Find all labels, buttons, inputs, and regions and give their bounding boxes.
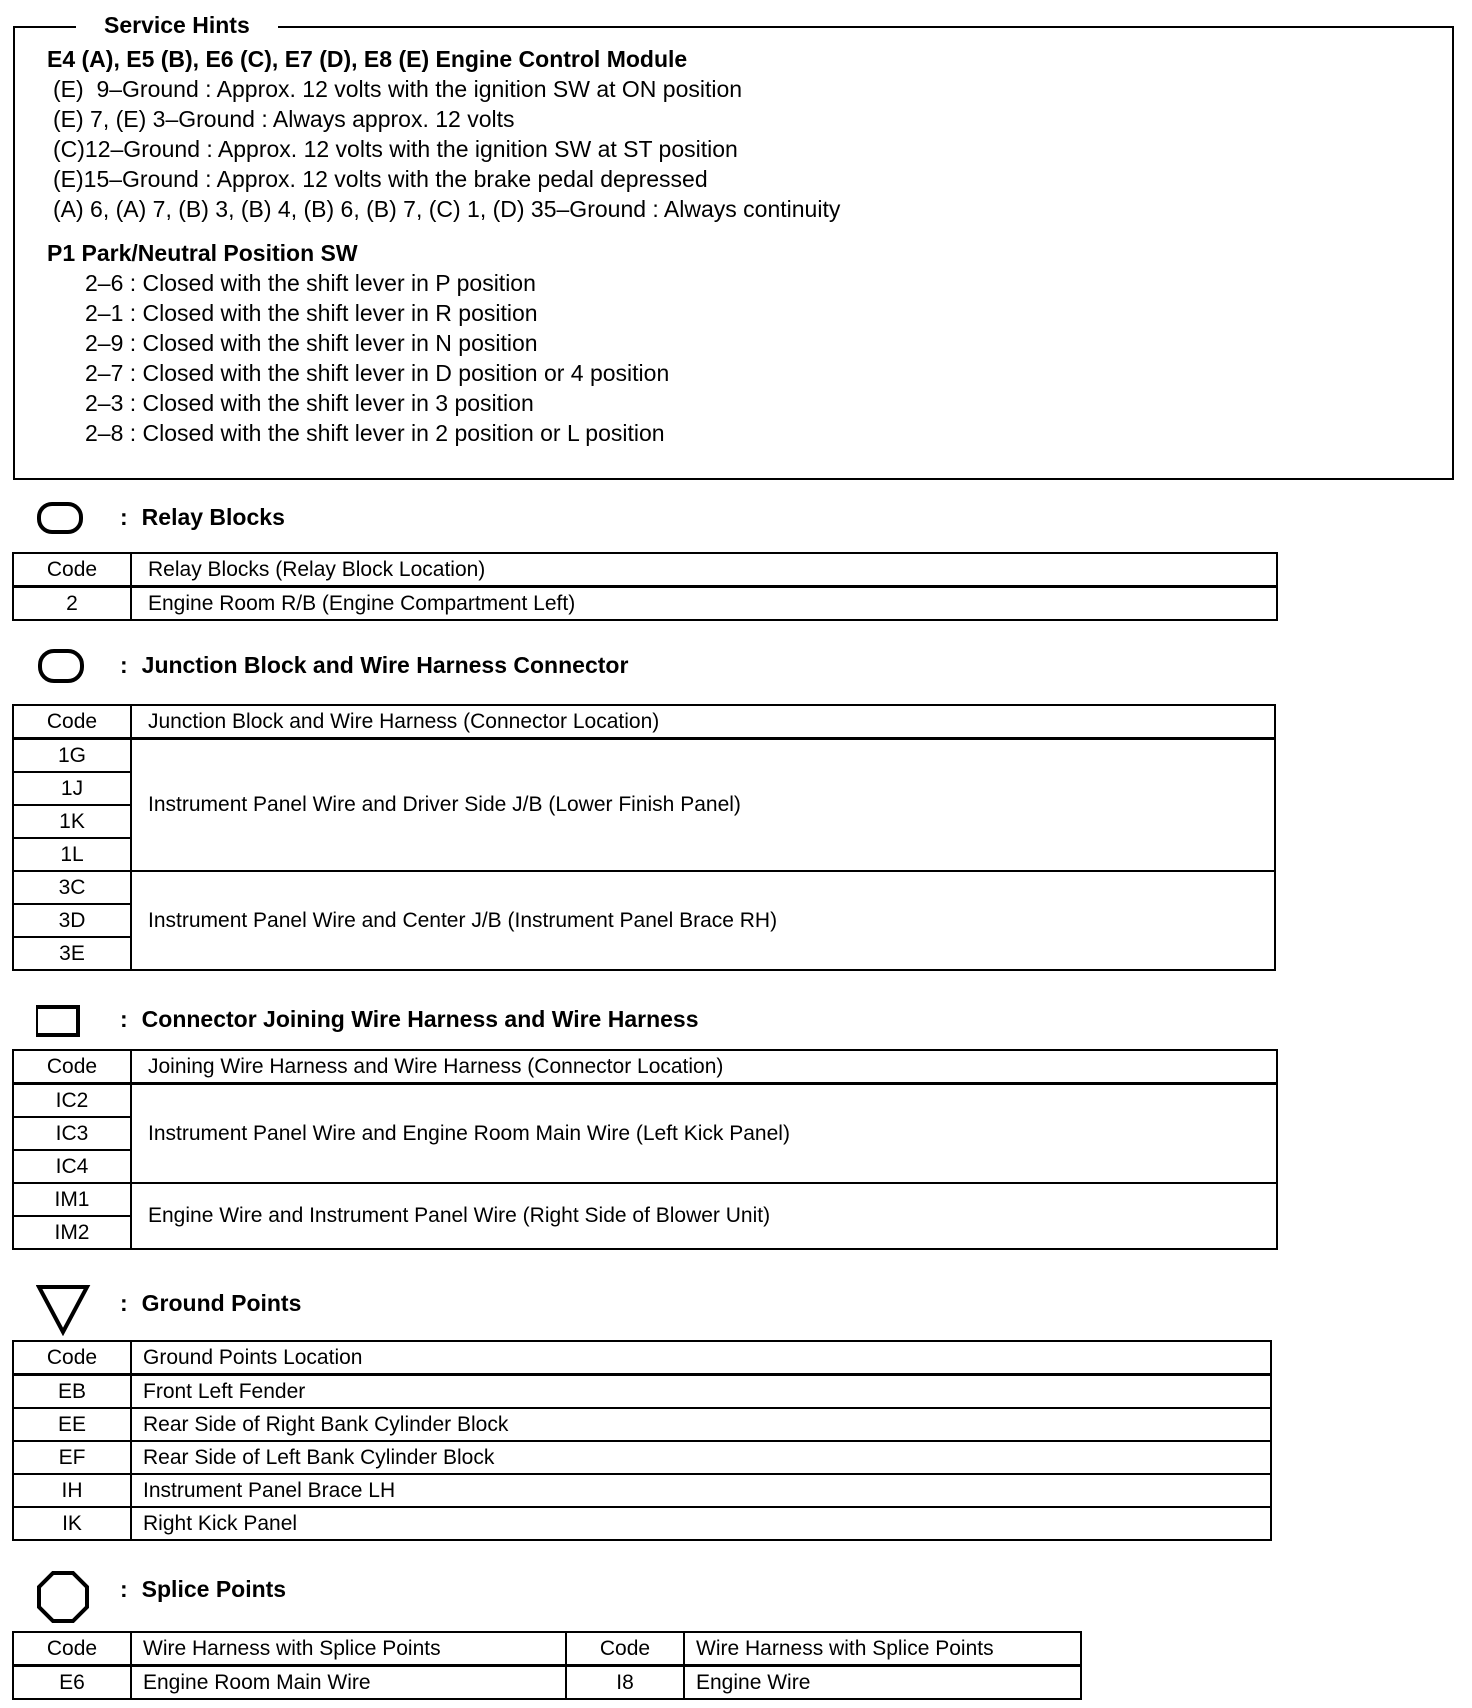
table-header-row — [13, 1632, 1081, 1666]
table-header-row — [13, 1050, 1277, 1084]
code-cell: 3C — [13, 871, 131, 904]
table-header-row — [13, 705, 1275, 739]
harness-cell: Engine Room Main Wire — [131, 1666, 566, 1700]
location-cell: Engine Wire and Instrument Panel Wire (Right Side of Blower Unit) — [131, 1183, 1277, 1249]
relay-blocks-table — [12, 552, 1278, 621]
header-cell: Code — [13, 1632, 131, 1666]
location-cell: Front Left Fender — [131, 1375, 1271, 1409]
pn-switch-hint-line: 2–8 : Closed with the shift lever in 2 position or L position — [85, 420, 665, 446]
code-cell: IC2 — [13, 1084, 131, 1118]
code-cell: E6 — [13, 1666, 131, 1700]
location-cell: Rear Side of Left Bank Cylinder Block — [131, 1441, 1271, 1474]
junction-block-table — [12, 704, 1276, 971]
header-cell: Code — [13, 1341, 131, 1375]
pn-switch-hint-line: 2–1 : Closed with the shift lever in R position — [85, 300, 538, 326]
header-cell: Wire Harness with Splice Points — [131, 1632, 566, 1666]
code-cell: I8 — [566, 1666, 684, 1700]
ground-points-table — [12, 1340, 1272, 1541]
ecm-hint-line: (C)12–Ground : Approx. 12 volts with the ignition SW at ST position — [53, 136, 738, 162]
location-cell: Instrument Panel Wire and Driver Side J/B (Lower Finish Panel) — [131, 739, 1275, 872]
ecm-hint-line: (E) 9–Ground : Approx. 12 volts with the ignition SW at ON position — [53, 76, 743, 102]
ecm-heading: E4 (A), E5 (B), E6 (C), E7 (D), E8 (E) Engine Control Module — [47, 46, 688, 72]
header-cell: Junction Block and Wire Harness (Connector Location) — [131, 705, 1275, 739]
table-row — [13, 587, 1277, 621]
service-hints-body — [47, 44, 840, 448]
relay-block-symbol-icon — [36, 498, 86, 538]
connector-symbol-icon — [36, 1000, 86, 1040]
ecm-hint-line: (A) 6, (A) 7, (B) 3, (B) 4, (B) 6, (B) 7, (C) 1, (D) 35–Ground : Always continuity — [53, 196, 841, 222]
header-cell: Wire Harness with Splice Points — [684, 1632, 1081, 1666]
header-cell: Code — [566, 1632, 684, 1666]
pn-switch-hint-line: 2–6 : Closed with the shift lever in P position — [85, 270, 536, 296]
pn-switch-heading: P1 Park/Neutral Position SW — [47, 240, 358, 266]
header-cell: Code — [13, 1050, 131, 1084]
header-cell: Code — [13, 705, 131, 739]
junction-block-label: Junction Block and Wire Harness Connector — [141, 652, 629, 678]
code-cell: 3E — [13, 937, 131, 970]
location-cell: Instrument Panel Wire and Engine Room Main Wire (Left Kick Panel) — [131, 1084, 1277, 1184]
table-row — [13, 1183, 1277, 1216]
relay-blocks-label: Relay Blocks — [141, 504, 285, 530]
code-cell: IK — [13, 1507, 131, 1540]
header-cell: Ground Points Location — [131, 1341, 1271, 1375]
pn-switch-hint-line: 2–3 : Closed with the shift lever in 3 position — [85, 390, 534, 416]
table-header-row — [13, 1341, 1271, 1375]
location-cell: Rear Side of Right Bank Cylinder Block — [131, 1408, 1271, 1441]
table-row — [13, 1375, 1271, 1409]
table-row — [13, 1474, 1271, 1507]
table-row — [13, 739, 1275, 773]
code-cell: EE — [13, 1408, 131, 1441]
code-cell: 1G — [13, 739, 131, 773]
table-row — [13, 1408, 1271, 1441]
service-hints-title: Service Hints — [76, 8, 278, 42]
header-cell: Code — [13, 553, 131, 587]
code-cell: IM1 — [13, 1183, 131, 1216]
connector-table — [12, 1049, 1278, 1250]
pn-switch-hint-line: 2–7 : Closed with the shift lever in D position or 4 position — [85, 360, 670, 386]
connector-label: Connector Joining Wire Harness and Wire Harness — [141, 1006, 699, 1032]
location-cell: Engine Room R/B (Engine Compartment Left) — [131, 587, 1277, 621]
table-row — [13, 1507, 1271, 1540]
location-cell: Instrument Panel Wire and Center J/B (Instrument Panel Brace RH) — [131, 871, 1275, 970]
location-cell: Right Kick Panel — [131, 1507, 1271, 1540]
table-row — [13, 1084, 1277, 1118]
ecm-hint-line: (E) 7, (E) 3–Ground : Always approx. 12 volts — [53, 106, 515, 132]
header-cell: Relay Blocks (Relay Block Location) — [131, 553, 1277, 587]
code-cell: 2 — [13, 587, 131, 621]
splice-point-symbol-icon — [36, 1570, 92, 1626]
header-cell: Joining Wire Harness and Wire Harness (Connector Location) — [131, 1050, 1277, 1084]
table-row — [13, 1666, 1081, 1700]
splice-points-label: Splice Points — [141, 1576, 287, 1602]
pn-switch-hint-line: 2–9 : Closed with the shift lever in N position — [85, 330, 538, 356]
ecm-hint-line: (E)15–Ground : Approx. 12 volts with the brake pedal depressed — [53, 166, 708, 192]
ground-point-symbol-icon — [36, 1284, 92, 1336]
junction-block-symbol-icon — [36, 646, 86, 686]
harness-cell: Engine Wire — [684, 1666, 1081, 1700]
code-cell: 1K — [13, 805, 131, 838]
table-row — [13, 1441, 1271, 1474]
code-cell: EF — [13, 1441, 131, 1474]
table-row — [13, 871, 1275, 904]
ground-points-label: Ground Points — [141, 1290, 302, 1316]
code-cell: IC4 — [13, 1150, 131, 1183]
splice-points-table — [12, 1631, 1082, 1700]
code-cell: EB — [13, 1375, 131, 1409]
table-header-row — [13, 553, 1277, 587]
location-cell: Instrument Panel Brace LH — [131, 1474, 1271, 1507]
code-cell: 3D — [13, 904, 131, 937]
code-cell: 1J — [13, 772, 131, 805]
code-cell: 1L — [13, 838, 131, 871]
code-cell: IC3 — [13, 1117, 131, 1150]
code-cell: IM2 — [13, 1216, 131, 1249]
code-cell: IH — [13, 1474, 131, 1507]
